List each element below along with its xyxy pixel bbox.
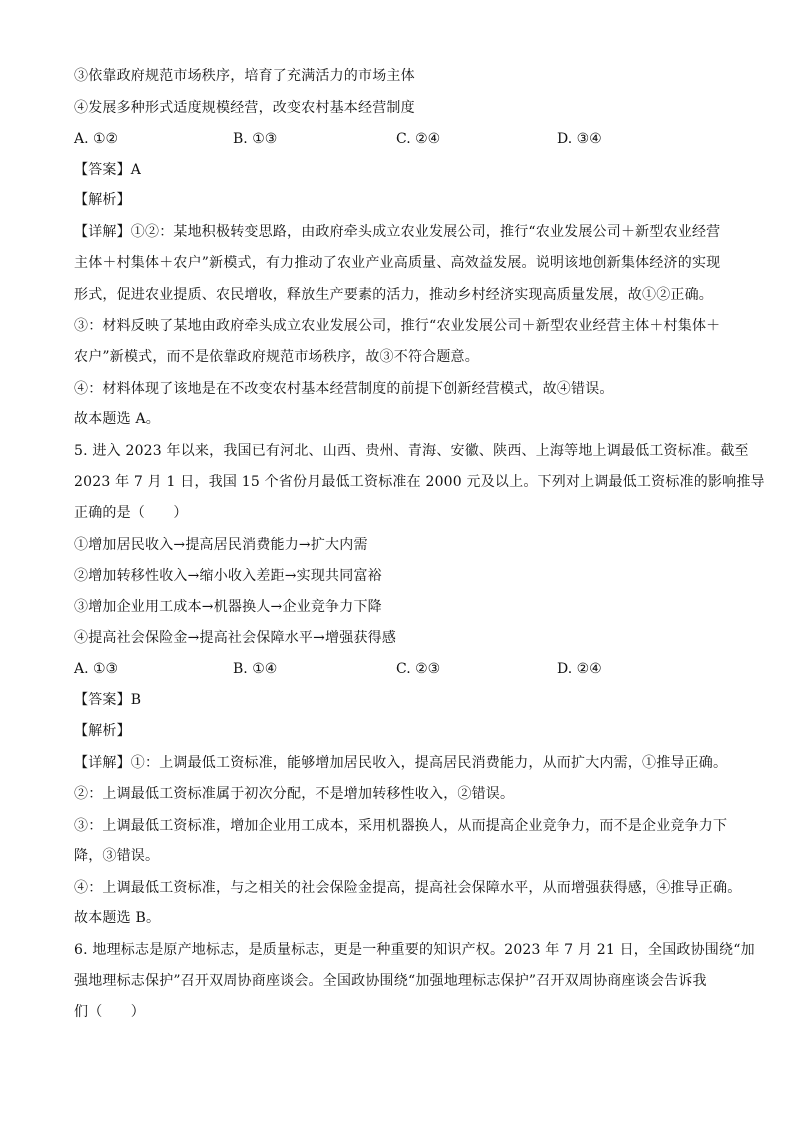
q5-analysis-label: 【解析】 (74, 723, 131, 739)
q4-item-3: ③依靠政府规范市场秩序，培育了充满活力的市场主体 (74, 68, 415, 84)
q4-option-d: D. ③④ (557, 131, 602, 147)
q5-detail-line: ③：上调最低工资标准，增加企业用工成本，采用机器换人，从而提高企业竞争力，而不是企业竞争力下 (74, 818, 728, 834)
q4-option-a: A. ①② (74, 131, 119, 147)
q4-option-b: B. ①③ (233, 131, 278, 147)
q4-item-4: ④发展多种形式适度规模经营，改变农村基本经营制度 (74, 100, 415, 116)
q5-option-a: A. ①③ (74, 661, 119, 677)
q4-analysis-label: 【解析】 (74, 192, 131, 208)
q4-detail-line: 农户”新模式，而不是依靠政府规范市场秩序，故③不符合题意。 (74, 349, 479, 365)
q6-stem-line: 们（ ） (74, 1004, 145, 1020)
q4-detail-line: 【详解】①②：某地积极转变思路，由政府牵头成立农业发展公司，推行“农业发展公司＋新型农业经营 (74, 224, 721, 240)
q5-stem-line: 正确的是（ ） (74, 505, 188, 521)
q5-item: ④提高社会保险金→提高社会保障水平→增强获得感 (74, 630, 397, 646)
q5-detail-line: 【详解】①：上调最低工资标准，能够增加居民收入，提高居民消费能力，从而扩大内需，①推导正确。 (74, 755, 728, 771)
q4-answer: 【答案】A (74, 162, 142, 178)
q5-item: ③增加企业用工成本→机器换人→企业竞争力下降 (74, 599, 382, 615)
q4-detail-line: 形式，促进农业提质、农民增收，释放生产要素的活力，推动乡村经济实现高质量发展，故①②正确。 (74, 287, 713, 303)
q5-option-d: D. ②④ (557, 661, 602, 677)
q5-stem-line: 5. 进入 2023 年以来，我国已有河北、山西、贵州、青海、安徽、陕西、上海等地上调最低工资标准。截至 (74, 443, 749, 459)
q5-conclusion: 故本题选 B。 (74, 910, 161, 926)
q5-answer: 【答案】B (74, 692, 142, 708)
q5-option-b: B. ①④ (233, 661, 278, 677)
q6-stem-line: 6. 地理标志是原产地标志，是质量标志，更是一种重要的知识产权。2023 年 7 月 21 日，全国政协围绕“加 (74, 942, 755, 958)
q5-detail-line: ④：上调最低工资标准，与之相关的社会保险金提高，提高社会保障水平，从而增强获得感，④推导正确。 (74, 880, 742, 896)
q6-stem-line: 强地理标志保护”召开双周协商座谈会。全国政协围绕“加强地理标志保护”召开双周协商座谈会告诉我 (74, 973, 707, 989)
q4-detail-line: ④：材料体现了该地是在不改变农村基本经营制度的前提下创新经营模式，故④错误。 (74, 381, 614, 397)
q4-option-c: C. ②④ (396, 131, 441, 147)
q5-detail-line: 降，③错误。 (74, 848, 160, 864)
q4-detail-line: ③：材料反映了某地由政府牵头成立农业发展公司，推行“农业发展公司＋新型农业经营主体＋村集体＋ (74, 318, 721, 334)
q5-stem-line: 2023 年 7 月 1 日，我国 15 个省份月最低工资标准在 2000 元及以上。下列对上调最低工资标准的影响推导 (74, 474, 765, 490)
q5-item: ①增加居民收入→提高居民消费能力→扩大内需 (74, 537, 368, 553)
q5-option-c: C. ②③ (396, 661, 441, 677)
q5-item: ②增加转移性收入→缩小收入差距→实现共同富裕 (74, 568, 382, 584)
q4-detail-line: 主体＋村集体＋农户”新模式，有力推动了农业产业高质量、高效益发展。说明该地创新集体经济的实现 (74, 255, 721, 271)
q5-detail-line: ②：上调最低工资标准属于初次分配，不是增加转移性收入，②错误。 (74, 786, 515, 802)
q4-conclusion: 故本题选 A。 (74, 411, 160, 427)
